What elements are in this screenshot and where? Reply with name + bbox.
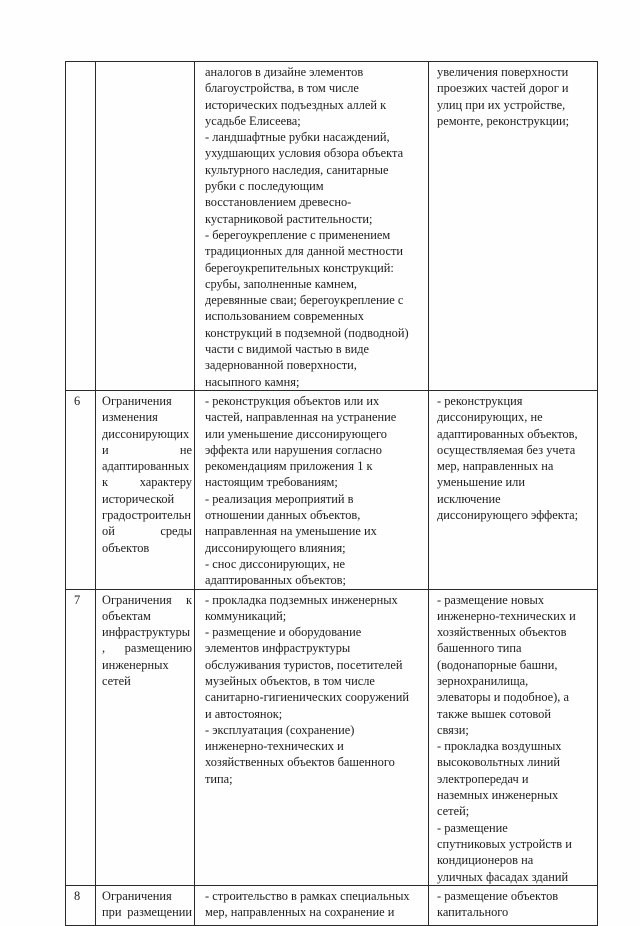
text-line: связи; xyxy=(437,722,469,737)
table-row xyxy=(66,589,598,885)
table-row xyxy=(66,885,598,925)
text-line: исторической xyxy=(102,491,175,506)
allowed-actions-cell xyxy=(195,589,429,885)
text-line: уменьшение или xyxy=(437,475,525,490)
text-line: - размещение xyxy=(437,820,508,835)
text-line: сетей; xyxy=(437,804,470,819)
text-line: , размещению xyxy=(102,641,192,656)
text-line: усадьбе Елисеева; xyxy=(205,113,301,128)
text-line: традиционных для данной местности xyxy=(205,244,404,259)
text-line: - реализация мероприятий в xyxy=(205,491,354,506)
text-line: проезжих частей дорог и xyxy=(437,81,569,96)
text-line: сетей xyxy=(102,673,131,688)
text-line: ухудшающих условия обзора объекта xyxy=(205,146,404,161)
text-line: или уменьшение диссонирующего xyxy=(205,426,387,441)
text-line: (водонапорные башни, xyxy=(437,657,558,672)
text-line: направленная на уменьшение их xyxy=(205,524,377,539)
text-line: использованием современных xyxy=(205,309,364,324)
text-line: к характеру xyxy=(102,475,192,490)
text-line: - реконструкция xyxy=(437,393,523,408)
text-line: адаптированных объектов, xyxy=(437,426,578,441)
text-line: инженерных xyxy=(102,657,169,672)
forbidden-actions-cell xyxy=(429,390,598,589)
text-line: - размещение объектов xyxy=(437,888,559,903)
text-line: изменения xyxy=(102,410,158,425)
restriction-name-cell xyxy=(96,390,195,589)
text-line: берегоукрепительных конструкций: xyxy=(205,260,394,275)
text-line: хозяйственных объектов башенного xyxy=(205,755,395,770)
text-line: инженерно-технических и xyxy=(437,608,576,623)
text-line: элеваторы и подобное), а xyxy=(437,690,570,705)
text-line: насыпного камня; xyxy=(205,374,300,389)
text-line: капитального xyxy=(437,905,509,920)
text-line: спутниковых устройств и xyxy=(437,836,572,851)
text-line: элементов инфраструктуры xyxy=(205,641,351,656)
text-line: кустарниковой растительности; xyxy=(205,211,373,226)
row-number: 6 xyxy=(74,393,81,408)
allowed-actions-cell xyxy=(195,885,429,925)
text-line: диссонирующего эффекта; xyxy=(437,508,579,523)
text-line: конструкций в подземной (подводной) xyxy=(205,325,409,340)
text-line: осуществляемая без учета xyxy=(437,442,576,457)
text-line: - ландшафтные рубки насаждений, xyxy=(205,130,390,145)
text-line: зернохранилища, xyxy=(437,673,529,688)
text-line: санитарно-гигиенических сооружений xyxy=(205,690,410,705)
allowed-actions-cell xyxy=(195,62,429,391)
text-line: - берегоукрепление с применением xyxy=(205,227,391,242)
text-line: хозяйственных объектов xyxy=(437,625,567,640)
text-line: эффекта или нарушения согласно xyxy=(205,442,382,457)
text-line: - прокладка подземных инженерных xyxy=(205,592,398,607)
text-line: улиц при их устройстве, xyxy=(437,97,566,112)
text-line: Ограничения xyxy=(102,393,172,408)
text-line: - снос диссонирующих, не xyxy=(205,556,346,571)
text-line: объектов xyxy=(102,540,150,555)
row-number: 7 xyxy=(74,592,81,607)
regulations-table xyxy=(65,61,598,926)
allowed-actions-cell xyxy=(195,390,429,589)
text-line: музейных объектов, в том числе xyxy=(205,673,375,688)
text-line: - реконструкция объектов или их xyxy=(205,393,380,408)
restriction-name-cell xyxy=(96,62,195,391)
text-line: также вышек сотовой xyxy=(437,706,551,721)
text-line: аналогов в дизайне элементов xyxy=(205,65,364,79)
text-line: инженерно-технических и xyxy=(205,739,344,754)
text-line: высоковольтных линий xyxy=(437,755,560,770)
text-line: частей, направленная на устранение xyxy=(205,410,397,425)
text-line: и автостоянок; xyxy=(205,706,283,721)
text-line: мер, направленных на сохранение и xyxy=(205,905,395,920)
row-number: 8 xyxy=(74,888,81,903)
forbidden-actions-cell xyxy=(429,589,598,885)
text-line: деревянные сваи; берегоукрепление с xyxy=(205,293,404,308)
text-line: уличных фасадах зданий xyxy=(437,869,569,884)
row-number-cell xyxy=(66,62,96,391)
text-line: настоящим требованиям; xyxy=(205,475,338,490)
text-line: Ограничения xyxy=(102,888,172,903)
text-line: ремонте, реконструкции; xyxy=(437,113,570,128)
forbidden-actions-cell xyxy=(429,62,598,391)
text-line: благоустройства, в том числе xyxy=(205,81,359,96)
text-line: восстановлением древесно- xyxy=(205,195,352,210)
text-line: адаптированных объектов; xyxy=(205,573,346,588)
row-number-cell xyxy=(66,390,96,589)
text-line: электропередач и xyxy=(437,771,529,786)
text-line: отношении данных объектов, xyxy=(205,508,361,523)
text-line: исключение xyxy=(437,491,501,506)
text-line: части с видимой частью в виде xyxy=(205,342,370,357)
text-line: рубки с последующим xyxy=(205,179,324,194)
text-line: увеличения поверхности xyxy=(437,65,569,79)
text-line: задернованной поверхности, xyxy=(205,358,357,373)
text-line: адаптированных xyxy=(102,459,190,474)
text-line: - прокладка воздушных xyxy=(437,739,562,754)
text-line: срубы, заполненные камнем, xyxy=(205,276,358,291)
table-row xyxy=(66,62,598,391)
text-line: типа; xyxy=(205,771,233,786)
text-line: кондиционеров на xyxy=(437,853,534,868)
restriction-name-cell xyxy=(96,885,195,925)
text-line: рекомендациям приложения 1 к xyxy=(205,459,373,474)
text-line: Ограничения к xyxy=(102,592,192,607)
text-line: объектам xyxy=(102,608,151,623)
text-line: инфраструктуры xyxy=(102,625,191,640)
restriction-name-cell xyxy=(96,589,195,885)
text-line: градостроительн xyxy=(102,508,192,523)
text-line: - строительство в рамках специальных xyxy=(205,888,410,903)
text-line: башенного типа xyxy=(437,641,522,656)
text-line: при размещении xyxy=(102,905,192,920)
text-line: мер, направленных на xyxy=(437,459,554,474)
text-line: исторических подъездных аллей к xyxy=(205,97,387,112)
text-line: ой среды xyxy=(102,524,192,539)
text-line: обслуживания туристов, посетителей xyxy=(205,657,403,672)
text-line: коммуникаций; xyxy=(205,608,287,623)
text-line: - эксплуатация (сохранение) xyxy=(205,722,355,737)
text-line: диссонирующих xyxy=(102,426,190,441)
text-line: и не xyxy=(102,442,192,457)
forbidden-actions-cell xyxy=(429,885,598,925)
text-line: культурного наследия, санитарные xyxy=(205,162,389,177)
table-row xyxy=(66,390,598,589)
text-line: диссонирующего влияния; xyxy=(205,540,346,555)
text-line: - размещение новых xyxy=(437,592,545,607)
text-line: диссонирующих, не xyxy=(437,410,543,425)
text-line: наземных инженерных xyxy=(437,788,559,803)
row-number-cell xyxy=(66,589,96,885)
text-line: - размещение и оборудование xyxy=(205,625,362,640)
row-number-cell xyxy=(66,885,96,925)
